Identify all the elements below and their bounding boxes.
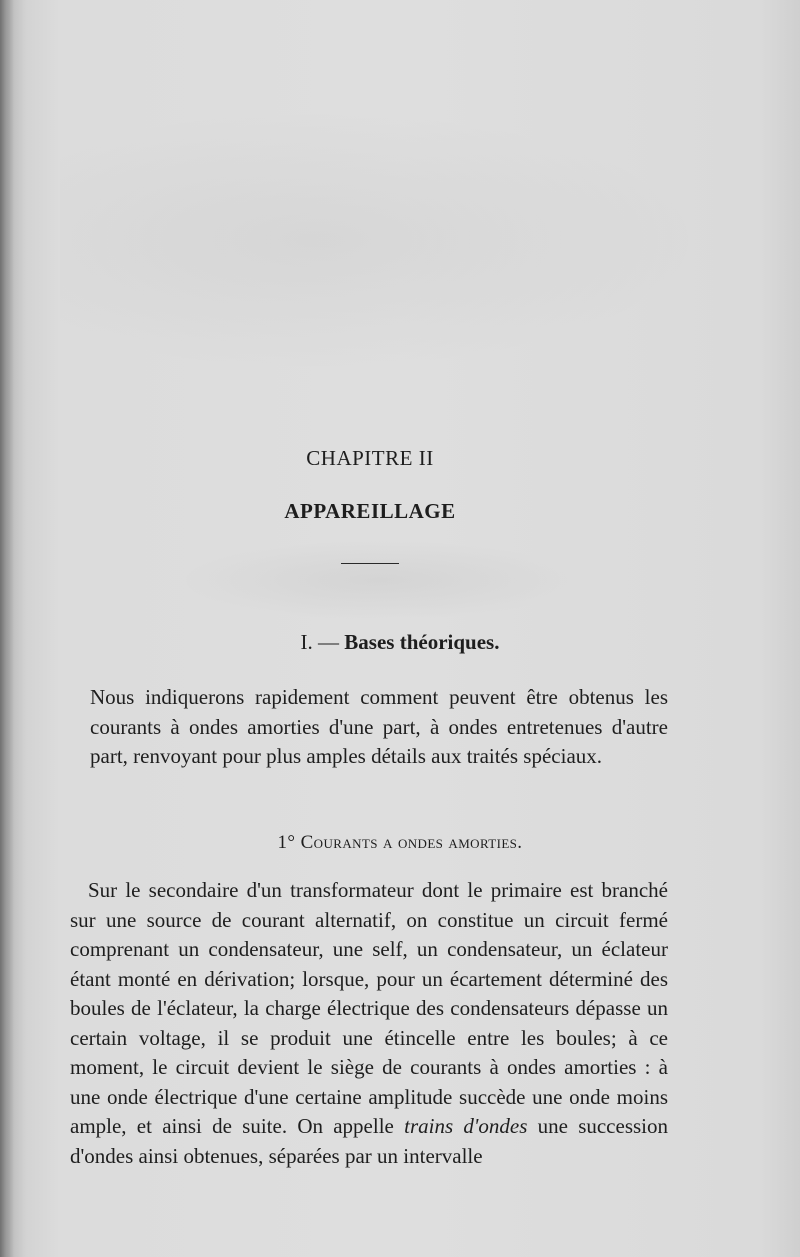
paragraph-damped-waves bbox=[70, 876, 668, 1171]
show-through-shadow bbox=[60, 110, 700, 370]
show-through-shadow-lower bbox=[180, 540, 580, 620]
section-number: I. — bbox=[300, 630, 340, 654]
paragraph-intro: Nous indiquerons rapidement comment peuvent être obtenus les courants à ondes amorties d'une part, à ondes entretenues d'autre part, renvoyant pour plus amples détails aux traités spéciaux. bbox=[90, 685, 668, 768]
paragraph-damped-waves-text-end: une succession d'ondes ainsi obtenues, séparées par un intervalle bbox=[70, 1114, 669, 1168]
subsection-number: 1° bbox=[277, 832, 296, 853]
chapter-label: CHAPITRE II bbox=[306, 446, 434, 470]
subsection-heading bbox=[0, 832, 800, 854]
section-heading bbox=[0, 630, 800, 655]
chapter-title: APPAREILLAGE bbox=[284, 499, 456, 523]
paragraph-damped-waves-text: Sur le secondaire d'un transformateur dont le primaire est branché sur une source de courant alternatif, on constitue un circuit fermé comprenant un condensateur, une self, un condensateur, un éclateur étant monté en dérivation; lorsque, pour un écartement déterminé des boules de l'éclateur, la charge électrique des condensateurs dépasse un certain voltage, il se produit une étincelle entre les boules; à ce moment, le circuit devient le siège de courants à ondes amorties : à une onde électrique d'une certaine amplitude succède une onde moins ample, et ainsi de suite. On appelle bbox=[70, 878, 668, 1138]
page-binding-edge bbox=[0, 0, 14, 1257]
subsection-title: Courants a ondes amorties. bbox=[300, 832, 523, 853]
title-divider-rule bbox=[341, 563, 399, 564]
section-title: Bases théoriques. bbox=[344, 630, 500, 654]
term-trains-d-ondes: trains d'ondes bbox=[404, 1114, 528, 1138]
